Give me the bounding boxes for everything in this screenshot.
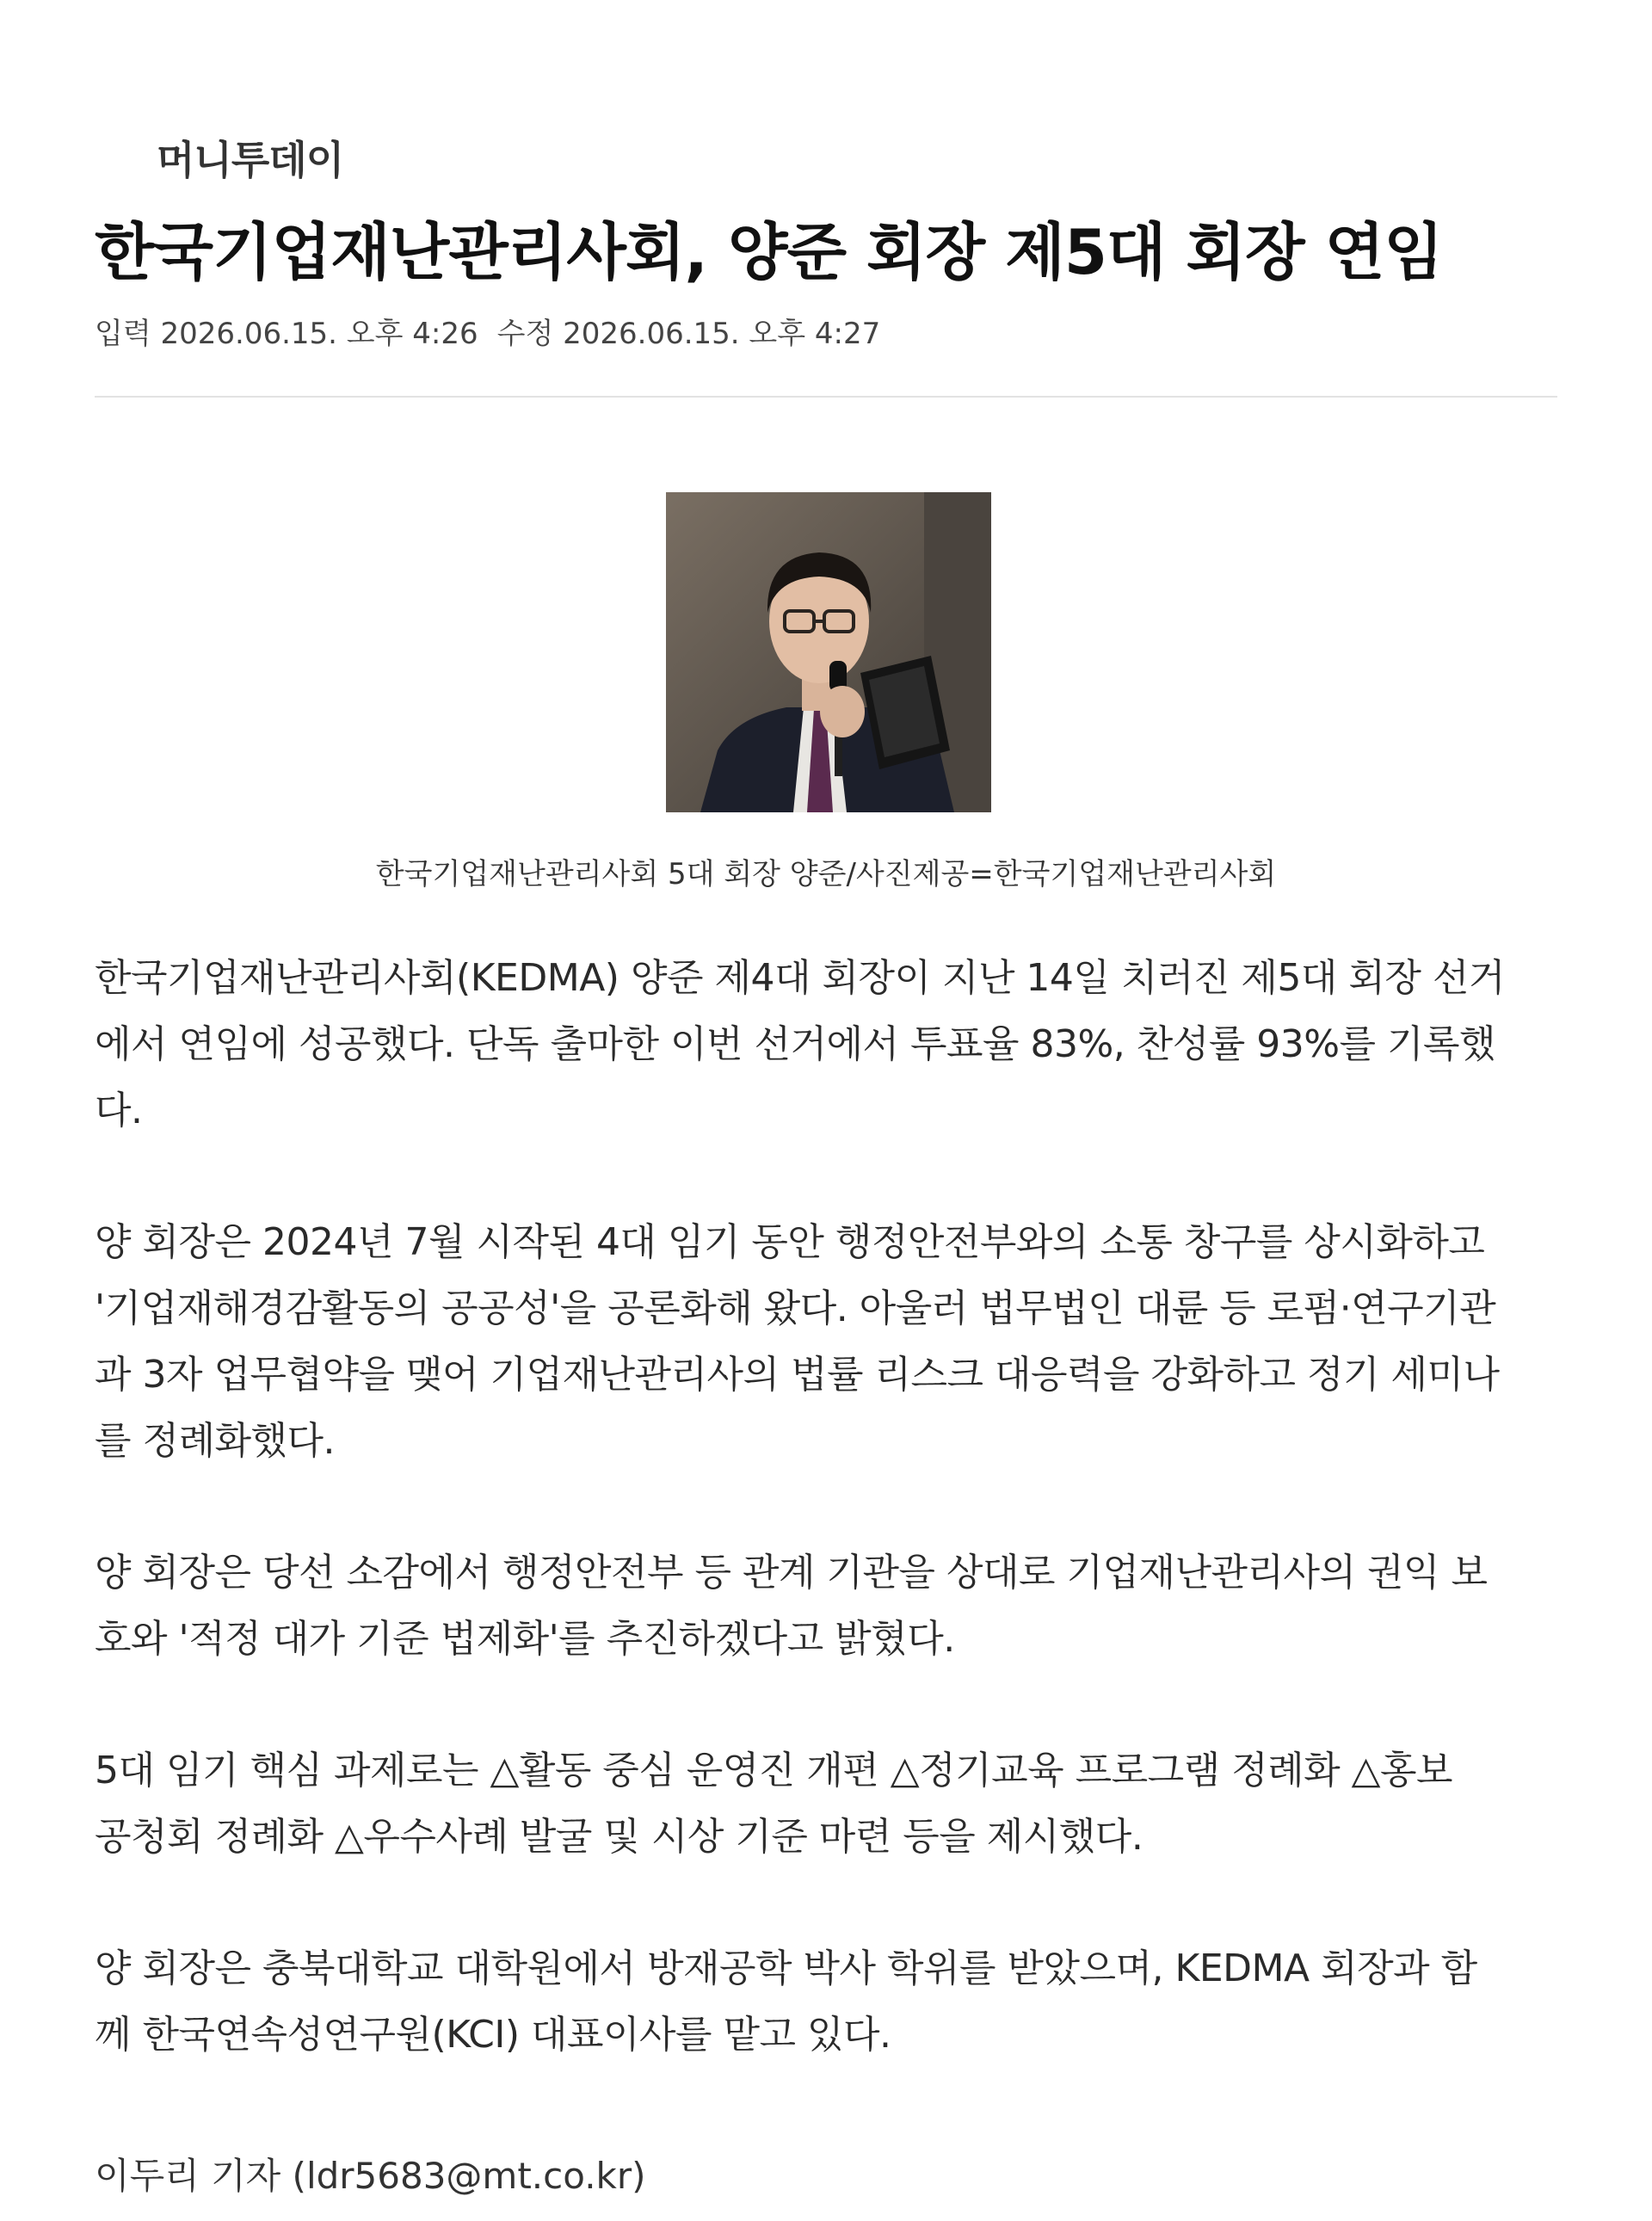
article-title: 한국기업재난관리사회, 양준 회장 제5대 회장 연임 [95,216,1443,288]
paragraph-line: 를 정례화했다. [95,1419,335,1463]
paragraph-line: 한국기업재난관리사회(KEDMA) 양준 제4대 회장이 지난 14일 치러진 제5대 회장 선거 [95,956,1505,1000]
paragraph-line: 공청회 정례화 △우수사례 발굴 및 시상 기준 마련 등을 제시했다. [95,1815,1143,1859]
paragraph-line: 양 회장은 충북대학교 대학원에서 방재공학 박사 학위를 받았으며, KEDMA 회장과 함 [95,1946,1477,1990]
edit-timestamp: 수정 2026.06.15. 오후 4:27 [496,317,881,351]
paragraph-line: '기업재해경감활동의 공공성'을 공론화해 왔다. 아울러 법무법인 대륜 등 로펌·연구기관 [95,1286,1496,1330]
paragraph-2 [95,1209,1557,1474]
paragraph-line: 다. [95,1089,143,1132]
paragraph-5 [95,1935,1557,2068]
reporter-byline[interactable]: 이두리 기자 (ldr5683@mt.co.kr) [95,2155,646,2197]
paragraph-line: 양 회장은 2024년 7월 시작된 4대 임기 동안 행정안전부와의 소통 창구를 상시화하고 [95,1220,1485,1264]
header-divider [95,396,1557,398]
paragraph-line: 호와 '적정 대가 기준 법제화'를 추진하겠다고 밝혔다. [95,1617,955,1661]
paragraph-line: 과 3자 업무협약을 맺어 기업재난관리사의 법률 리스크 대응력을 강화하고 정기 세미나 [95,1353,1500,1397]
paragraph-3 [95,1539,1557,1672]
paragraph-line: 5대 임기 핵심 과제로는 △활동 중심 운영진 개편 △정기교육 프로그램 정례화 △홍보 [95,1749,1452,1792]
paragraph-line: 에서 연임에 성공했다. 단독 출마한 이번 선거에서 투표율 83%, 찬성률 93%를 기록했 [95,1022,1496,1066]
photo-caption: 한국기업재난관리사회 5대 회장 양준/사진제공=한국기업재난관리사회 [375,857,1277,891]
article-photo [666,492,991,812]
paragraph-line: 께 한국연속성연구원(KCI) 대표이사를 맡고 있다. [95,2013,891,2057]
paragraph-1 [95,945,1557,1144]
paragraph-line: 양 회장은 당선 소감에서 행정안전부 등 관계 기관을 상대로 기업재난관리사의 권익 보 [95,1551,1488,1595]
article-timestamps [95,310,880,352]
article-body [95,945,1557,2133]
paragraph-4 [95,1737,1557,1870]
person-photo-illustration [666,492,991,812]
press-logo[interactable]: 머니투데이 [157,137,344,183]
input-timestamp: 입력 2026.06.15. 오후 4:26 [95,317,478,351]
